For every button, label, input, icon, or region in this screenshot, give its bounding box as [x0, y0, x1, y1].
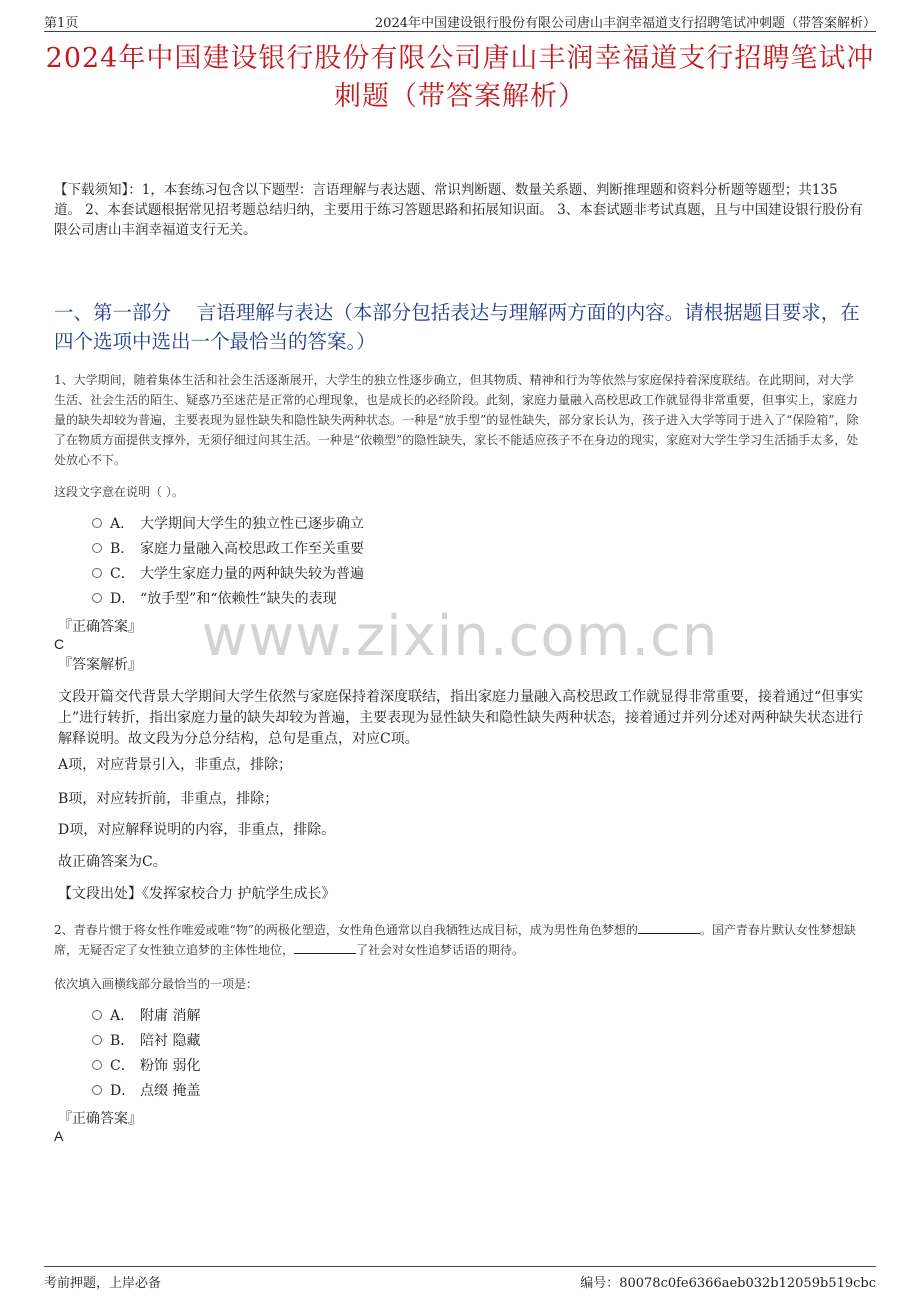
- q2-stem: 依次填入画横线部分最恰当的一项是：: [54, 977, 259, 991]
- q1-note-b: B项，对应转折前，非重点，排除；: [58, 791, 279, 807]
- section-heading: 一、第一部分 言语理解与表达（本部分包括表达与理解两方面的内容。请根据题目要求，在四个选项中选出一个最恰当的答案。）: [54, 301, 860, 353]
- q2-option-d[interactable]: D． 点缀 掩盖: [92, 1080, 200, 1102]
- footer-slogan: 考前押题，上岸必备: [44, 1276, 162, 1291]
- radio-icon: [92, 518, 102, 528]
- q1-conclusion: 故正确答案为C。: [58, 854, 167, 870]
- q2-blank-2: [294, 941, 356, 954]
- q2-option-c[interactable]: C． 粉饰 弱化: [92, 1055, 200, 1077]
- radio-icon: [92, 1060, 102, 1070]
- q1-option-d[interactable]: D． “放手型”和“依赖性”缺失的表现: [92, 588, 337, 610]
- footer-divider: [44, 1266, 876, 1267]
- header-divider: [44, 31, 876, 32]
- q1-analysis: 文段开篇交代背景大学期间大学生依然与家庭保持着深度联结，指出家庭力量融入高校思政工作就显得非常重要，接着通过“但事实上”进行转折，指出家庭力量的缺失却较为普遍，主要表现为显性缺失和隐性缺失两种状态，接着通过并列分述对两种缺失状态进行解释说明。故文段为分总分结构，总句是重点，对应C项。: [58, 689, 864, 747]
- q1-option-a[interactable]: A． 大学期间大学生的独立性已逐步确立: [92, 513, 364, 535]
- q2-option-a[interactable]: A． 附庸 消解: [92, 1005, 200, 1027]
- q1-option-b[interactable]: B． 家庭力量融入高校思政工作至关重要: [92, 538, 364, 560]
- q2-option-b[interactable]: B． 陪衬 隐藏: [92, 1030, 200, 1052]
- footer-doc-id: 编号：80078c0fe6366aeb032b12059b519cbc: [580, 1276, 876, 1291]
- q2-blank-1: [638, 921, 700, 934]
- q1-source: 【文段出处】《发挥家校合力 护航学生成长》: [58, 886, 336, 902]
- q1-option-c[interactable]: C． 大学生家庭力量的两种缺失较为普遍: [92, 563, 364, 585]
- q1-note-d: D项，对应解释说明的内容，非重点，排除。: [58, 822, 336, 838]
- download-notice: 【下载须知】：1，本套练习包含以下题型：言语理解与表达题、常识判断题、数量关系题、判断推理题和资料分析题等题型；共135道。 2、本套试题根据常见招考题总结归纳，主要用于练习答题思路和拓展知识面。 3、本套试题非考试真题，且与中国建设银行股份有限公司唐山丰润幸福道支行无关。: [54, 182, 863, 238]
- q1-answer: C: [54, 636, 65, 652]
- radio-icon: [92, 568, 102, 578]
- radio-icon: [92, 1035, 102, 1045]
- q2-answer-label: 『正确答案』: [58, 1111, 142, 1127]
- q2-passage: 2、青春片惯于将女性作唯爱或唯“物”的两极化塑造，女性角色通常以自我牺牲达成目标，成为男性角色梦想的 。国产青春片默认女性梦想缺席，无疑否定了女性独立追梦的主体性地位， 了社会对女性追梦话语的期待。: [54, 923, 856, 957]
- radio-icon: [92, 1010, 102, 1020]
- radio-icon: [92, 543, 102, 553]
- q1-note-a: A项，对应背景引入，非重点，排除；: [58, 757, 293, 773]
- q1-analysis-label: 『答案解析』: [58, 657, 142, 673]
- q1-passage: 1、大学期间，随着集体生活和社会生活逐渐展开，大学生的独立性逐步确立，但其物质、精神和行为等依然与家庭保持着深度联结。在此期间，对大学生活、社会生活的陌生、疑惑乃至迷茫是正常的心理现象，也是成长的必经阶段。此刻，家庭力量融入高校思政工作就显得非常重要，但事实上，家庭力量的缺失却较为普遍，主要表现为显性缺失和隐性缺失两种状态。一种是“放手型”的显性缺失，部分家长认为，孩子进入大学等同于进入了“保险箱”，除了在物质方面提供支撑外，无须仔细过问其生活。一种是“依赖型”的隐性缺失，家长不能适应孩子不在身边的现实，家庭对大学生学习生活插手太多，处处放心不下。: [54, 373, 859, 467]
- radio-icon: [92, 593, 102, 603]
- radio-icon: [92, 1085, 102, 1095]
- document-title: 2024年中国建设银行股份有限公司唐山丰润幸福道支行招聘笔试冲刺题（带答案解析）: [45, 43, 875, 112]
- page-number: 第1页: [44, 16, 79, 31]
- header-doc-title: 2024年中国建设银行股份有限公司唐山丰润幸福道支行招聘笔试冲刺题（带答案解析）: [374, 16, 876, 31]
- q2-answer: A: [54, 1128, 64, 1144]
- q1-stem: 这段文字意在说明（ ）。: [54, 485, 184, 499]
- watermark: www.zixin.com.cn: [201, 604, 719, 669]
- q1-answer-label: 『正确答案』: [58, 619, 142, 635]
